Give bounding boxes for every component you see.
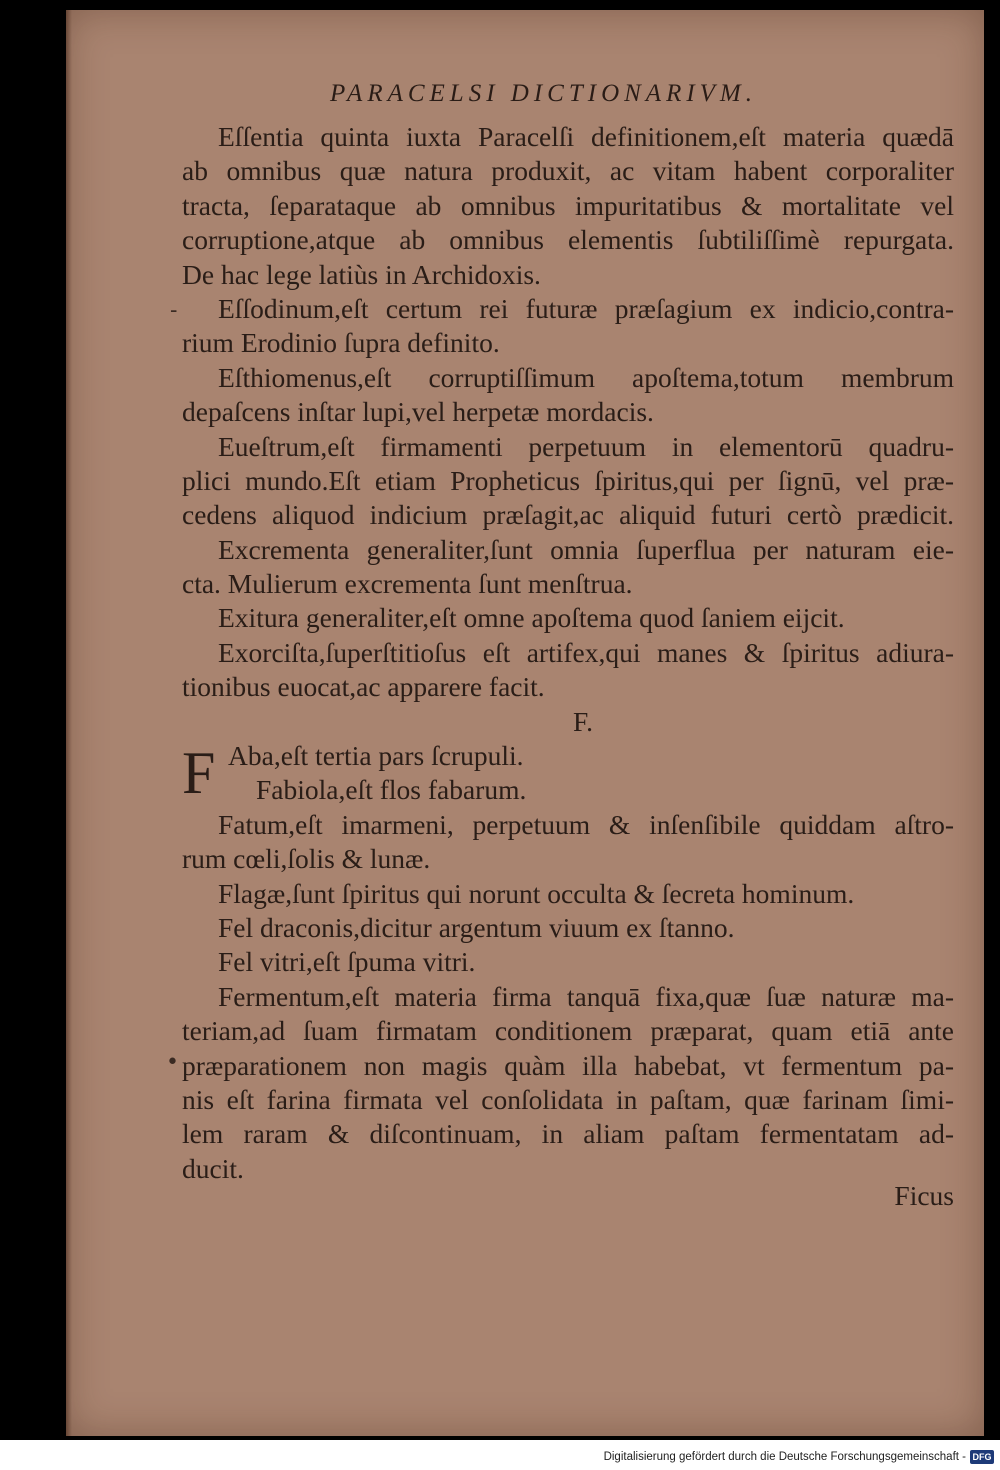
text-line: Eſthiomenus,eſt corruptiſſimum apoſtema,totum membrum (218, 361, 954, 393)
dfg-logo: DFG (970, 1450, 994, 1464)
text-line: Exitura generaliter,eſt omne apoſtema quod ſaniem eijcit. (218, 602, 845, 634)
text-line: Excrementa generaliter,ſunt omnia ſuperflua per naturam eie- (218, 533, 954, 565)
page-text-block (182, 120, 954, 1186)
text-line: rum cœli,ſolis & lunæ. (182, 843, 431, 875)
text-line: Eſſodinum,eſt certum rei futuræ præſagium ex indicio,contra- (218, 292, 954, 324)
digitization-footer (0, 1440, 1000, 1470)
text-line: tracta, ſeparataque ab omnibus impuritatibus & mortalitate vel (182, 189, 954, 221)
text-line: De hac lege latiùs in Archidoxis. (182, 258, 541, 290)
margin-bullet-mark: • (166, 1050, 179, 1075)
text-line: tionibus euocat,ac apparere facit. (182, 671, 545, 703)
text-line: Fabiola,eſt flos fabarum. (256, 774, 527, 806)
text-line: cta. Mulierum excrementa ſunt menſtrua. (182, 568, 633, 600)
text-line: ducit. (182, 1152, 244, 1184)
text-line: Fermentum,eſt materia firma tanquā fixa,quæ ſuæ naturæ ma- (218, 980, 954, 1012)
text-line: Exorciſta,ſuperſtitioſus eſt artifex,qui manes & ſpiritus adiura- (218, 636, 954, 668)
text-line: ab omnibus quæ natura produxit, ac vitam habent corporaliter (182, 155, 954, 187)
text-line: rium Erodinio ſupra definito. (182, 327, 500, 359)
section-heading: F. (573, 705, 593, 737)
funding-credit: Digitalisierung gefördert durch die Deutsche Forschungsgemeinschaft - (603, 1451, 966, 1463)
running-head: PARACELSI DICTIONARIVM. (330, 80, 758, 107)
text-line: Fatum,eſt imarmeni, perpetuum & inſenſibile quiddam aſtro- (218, 808, 954, 840)
text-line: lem raram & diſcontinuam, in aliam paſtam fermentatam ad- (182, 1118, 954, 1150)
text-line: Fel draconis,dicitur argentum viuum ex ſtanno. (218, 911, 735, 943)
text-line: teriam,ad ſuam firmatam conditionem præparat, quam etiā ante (182, 1015, 954, 1047)
drop-capital-line-text: Aba,eſt tertia pars ſcrupuli. (228, 740, 524, 772)
text-line: Eueſtrum,eſt firmamenti perpetuum in elementorū quadru- (218, 430, 954, 462)
margin-dash-mark: - (170, 298, 178, 323)
text-line: Eſſentia quinta iuxta Paracelſi definitionem,eſt materia quædā (218, 121, 954, 152)
catchword: Ficus (894, 1180, 954, 1211)
text-line: plici mundo.Eſt etiam Propheticus ſpiritus,qui per ſignū, vel præ- (182, 464, 954, 496)
text-line: præparationem non magis quàm illa habebat, vt fermentum pa- (182, 1049, 954, 1081)
drop-capital: F (182, 740, 216, 807)
text-line: nis eſt farina firmata vel conſolidata in paſtam, quæ farinam ſimi- (182, 1083, 954, 1115)
text-line: depaſcens inſtar lupi,vel herpetæ mordacis. (182, 396, 654, 428)
text-line: cedens aliquod indicium præſagit,ac aliquid futuri certò prædicit. (182, 499, 954, 531)
page-binding-shadow (66, 10, 72, 1436)
text-line: Fel vitri,eſt ſpuma vitri. (218, 946, 476, 978)
text-line: Flagæ,ſunt ſpiritus qui norunt occulta & ſecreta hominum. (218, 877, 855, 909)
text-line: corruptione,atque ab omnibus elementis ſubtiliſſimè repurgata. (182, 224, 954, 256)
